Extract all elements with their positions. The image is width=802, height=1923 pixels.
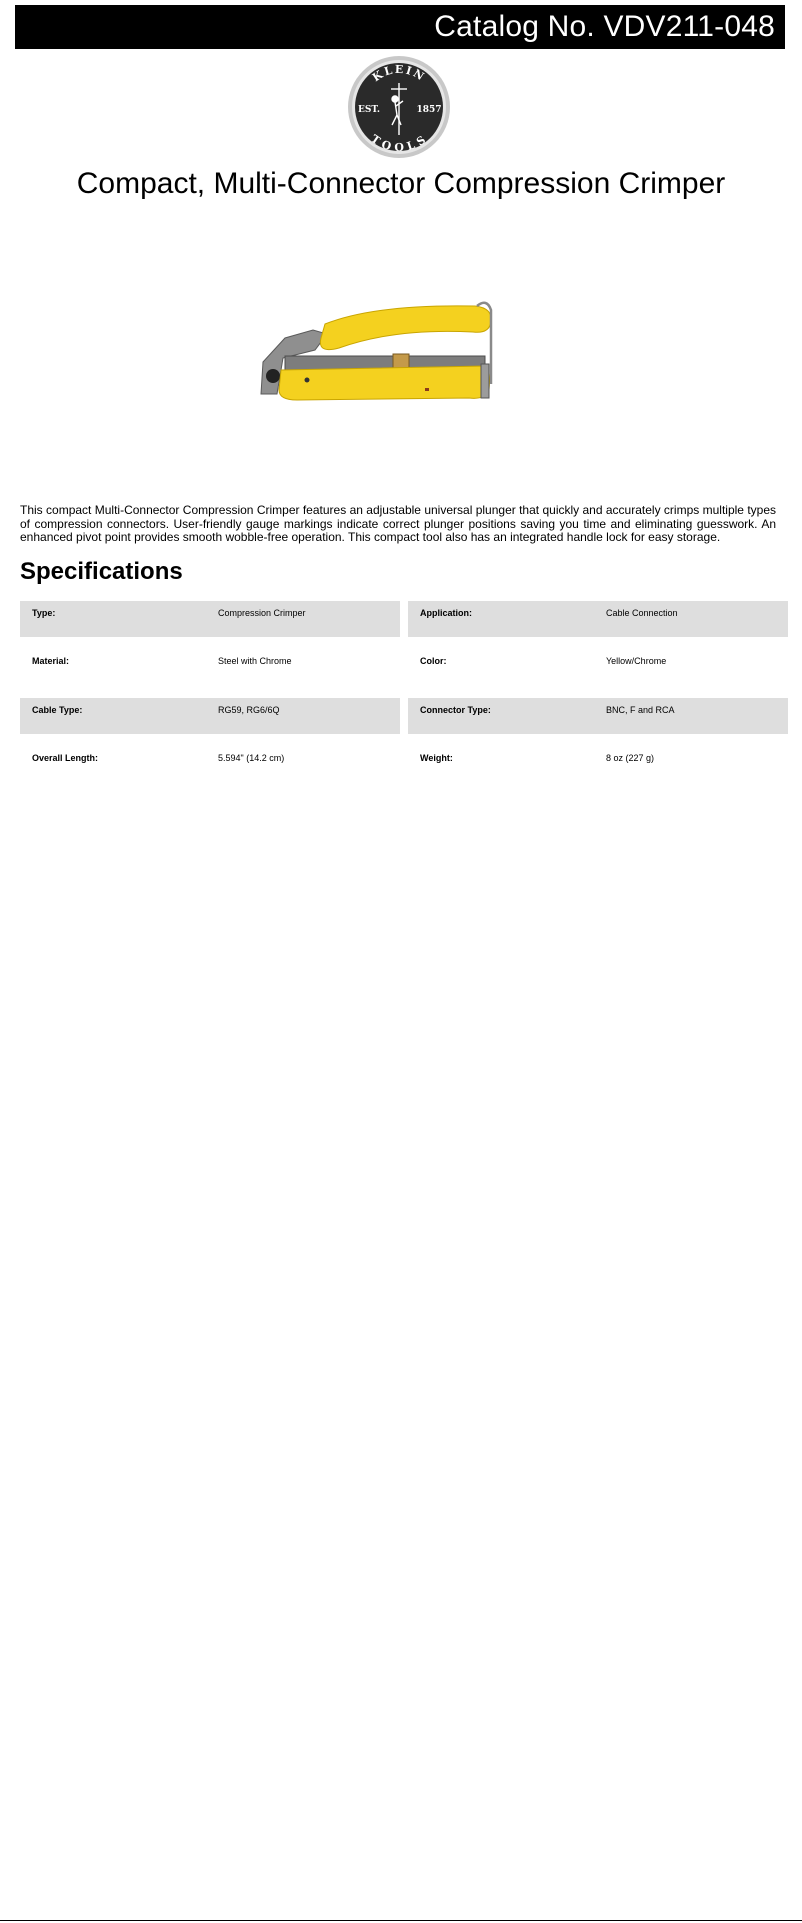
product-description: This compact Multi-Connector Compression Crimper features an adjustable universal plunger that quickly and accurately crimps multiple types of compression connectors. User-friendly gauge markings indicate correct plunger positions saving you time and eliminating guesswork. An enhanced pivot point provides smooth wobble-free operation. This compact tool also has an integrated handle lock for easy storage. — [20, 503, 776, 545]
spec-cell-overall-length — [20, 746, 400, 782]
spec-cell-connector-type — [408, 698, 788, 734]
crimper-end-cap — [481, 364, 489, 398]
spec-value: 8 oz (227 g) — [606, 753, 655, 763]
logo-est-right: 1857 — [416, 105, 442, 115]
spec-label: Type: — [32, 608, 56, 618]
spec-label: Weight: — [420, 753, 453, 763]
spec-label: Application: — [420, 608, 472, 618]
spec-cell-material — [20, 649, 400, 685]
crimper-illustration — [255, 294, 545, 404]
logo-brand-bottom: TOOLS — [368, 132, 430, 155]
spec-cell-cable-type — [20, 698, 400, 734]
spec-value: Yellow/Chrome — [606, 656, 667, 666]
crimper-pivot-hole — [266, 369, 280, 383]
spec-value: Cable Connection — [606, 608, 678, 618]
product-title: Compact, Multi-Connector Compression Crimper — [76, 167, 726, 200]
specifications-heading: Specifications — [20, 558, 183, 585]
spec-label: Material: — [32, 656, 70, 666]
spec-value: 5.594" (14.2 cm) — [218, 753, 285, 763]
page-bottom-rule — [0, 1920, 802, 1921]
logo-brand-top: KLEIN — [370, 62, 428, 85]
catalog-header-bar — [15, 5, 785, 49]
catalog-number: Catalog No. VDV211-048 — [434, 10, 775, 43]
spec-value: BNC, F and RCA — [606, 705, 675, 715]
spec-value: Compression Crimper — [218, 608, 306, 618]
spec-label: Cable Type: — [32, 705, 83, 715]
spec-value: RG59, RG6/6Q — [218, 705, 280, 715]
spec-cell-color — [408, 649, 788, 685]
logo-est-left: EST. — [357, 105, 381, 115]
compression-crimper-image — [255, 294, 545, 404]
spec-value: Steel with Chrome — [218, 656, 292, 666]
crimper-lower-handle — [279, 366, 490, 400]
klein-tools-logo — [347, 55, 451, 159]
spec-cell-type — [20, 601, 400, 637]
spec-label: Connector Type: — [420, 705, 491, 715]
spec-cell-application — [408, 601, 788, 637]
spec-label: Color: — [420, 656, 447, 666]
crimper-upper-handle — [320, 306, 491, 350]
spec-label: Overall Length: — [32, 753, 99, 763]
logo-emblem — [347, 55, 451, 159]
spec-cell-weight — [408, 746, 788, 782]
